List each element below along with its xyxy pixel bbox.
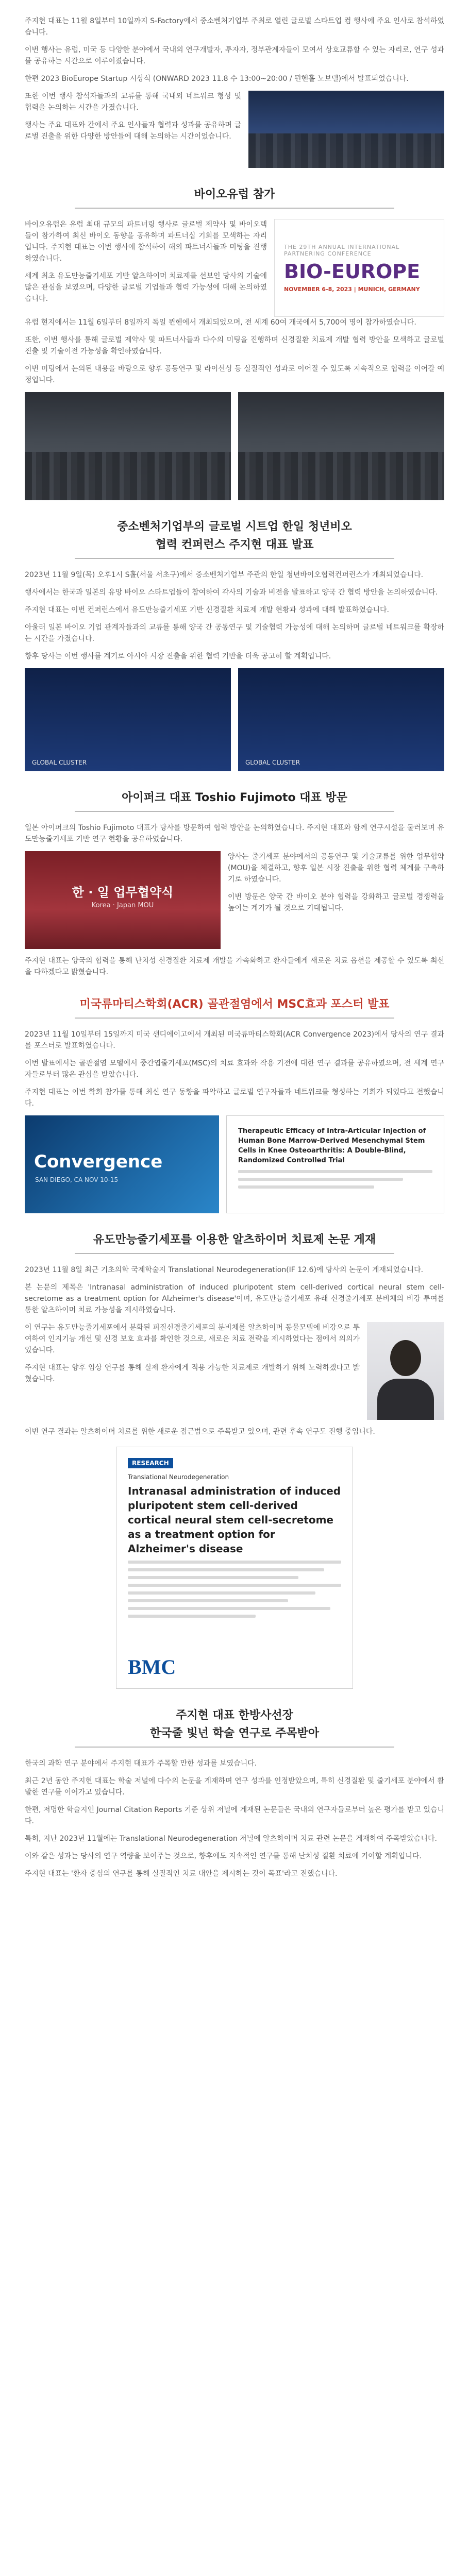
ipsc-paragraph-2: 본 논문의 제목은 'Intranasal administration of induced pluripotent stem cell-derived cortical neural stem cell-secretome as a treatment option for Alzheimer's disease'이며, 유도만능줄기세포 유래 신경줄기세포 분비체의 비강 투여를 통한 알츠하이머 치료 가능성을 제시하였습니다. (25, 1283, 444, 1314)
award-paragraph-4: 특히, 지난 2023년 11월에는 Translational Neurodegeneration 저널에 알츠하이머 치료 관련 논문을 게재하여 주목받았습니다. (25, 1835, 437, 1843)
intro-paragraph-5: 행사는 주요 대표와 간에서 주요 인사들과 협력과 성과를 공유하며 글로벌 진출을 위한 다양한 방안들에 대해 논의하는 시간이었습니다. (25, 121, 241, 141)
ipsc-title-rule (75, 1253, 394, 1254)
bioeurope-paragraph-4: 또한, 이번 행사를 통해 글로벌 제약사 및 파트너사들과 다수의 미팅을 진행하며 신경질환 치료제 개발 협력 방안을 모색하고 글로벌 진출 및 기술이전 가능성을 확인하였습니다. (25, 336, 444, 355)
bioeurope-photo-2 (238, 392, 444, 500)
acr-poster-preview (226, 1115, 444, 1213)
paper-journal: Translational Neurodegeneration (128, 1473, 229, 1481)
acr-paragraph-3: 주지현 대표는 이번 학회 참가를 통해 최신 연구 동향을 파악하고 글로벌 연구자들과 네트워크를 형성하는 기회가 되었다고 전했습니다. (25, 1088, 444, 1108)
intro-paragraph-4: 또한 이번 행사 참석자들과의 교류를 통해 국내외 네트워크 형성 및 협력을 논의하는 시간을 가졌습니다. (25, 92, 241, 112)
award-title: 주지현 대표 한방사선장 (176, 1709, 293, 1722)
forum-subtitle: 협력 컨퍼런스 주지현 대표 발표 (155, 538, 314, 551)
fujimoto-paragraph-4: 주지현 대표는 양국의 협력을 통해 난치성 신경질환 치료제 개발을 가속화하고 환자들에게 새로운 치료 옵션을 제공할 수 있도록 최선을 다하겠다고 밝혔습니다. (25, 957, 444, 976)
intro-section (0, 0, 469, 168)
forum-title: 중소벤처기업부의 글로벌 시트업 한일 청년비오 (117, 520, 352, 533)
acr-title-rule (75, 1018, 394, 1019)
acr-convergence-banner (25, 1115, 219, 1213)
acr-convergence-brand: Convergence (34, 1151, 163, 1172)
ipsc-section (0, 1231, 469, 1689)
award-paragraph-5: 이와 같은 성과는 당사의 연구 역량을 보여주는 것으로, 향후에도 지속적인 연구를 통해 난치성 질환 치료에 기여할 계획입니다. (25, 1852, 422, 1860)
fujimoto-paragraph-1: 일본 아이퍼크의 Toshio Fujimoto 대표가 당사를 방문하여 협력 방안을 논의하였습니다. 주지현 대표와 함께 연구시설을 둘러보며 유도만능줄기세포 기반 연구 현황을 공유하였습니다. (25, 824, 444, 843)
bioeurope-paragraph-1: 바이오유럽은 유럽 최대 규모의 파트너링 행사로 글로벌 제약사 및 바이오텍들이 참가하여 최신 바이오 동향을 공유하며 파트너십 기회를 모색하는 자리입니다. 주지현 대표는 이번 행사에 참석하여 해외 파트너사들과 미팅을 진행하였습니다. (25, 221, 267, 263)
ipsc-title: 유도만능줄기세포를 이용한 알츠하이머 치료제 논문 게재 (93, 1233, 376, 1246)
award-title-rule (75, 1747, 394, 1748)
fujimoto-section (0, 789, 469, 978)
mou-banner-photo (25, 851, 221, 949)
mou-banner-title: 한 · 일 업무협약식 (72, 885, 174, 900)
mou-banner-subtitle: Korea · Japan MOU (91, 902, 154, 909)
intro-photo (248, 91, 444, 168)
forum-photo-2 (238, 668, 444, 771)
award-paragraph-3: 한편, 저명한 학술지인 Journal Citation Reports 기준 상위 저널에 게재된 논문들은 국내외 연구자들로부터 높은 평가를 받고 있습니다. (25, 1806, 444, 1825)
acr-title: 미국류마티스학회(ACR) 골관절염에서 MSC효과 포스터 발표 (79, 998, 390, 1011)
paper-cover (116, 1447, 353, 1689)
bioeurope-title: 바이오유럽 참가 (194, 188, 275, 201)
intro-paragraph-1: 주지현 대표는 11월 8일부터 10일까지 S-Factory에서 중소벤처기업부 주최로 열린 글로벌 스타트업 컴 행사에 주요 인사로 참석하였습니다. (25, 17, 444, 37)
ipsc-paragraph-3: 이 연구는 유도만능줄기세포에서 분화된 피질신경줄기세포의 분비체를 알츠하이머 동물모델에 비강으로 투여하여 인지기능 개선 및 신경 보호 효과를 확인한 것으로, 새로운 치료 전략을 제시하였다는 점에서 의의가 있습니다. (25, 1324, 360, 1354)
forum-photo-1 (25, 668, 231, 771)
fujimoto-paragraph-3: 이번 방문은 양국 간 바이오 분야 협력을 강화하고 글로벌 경쟁력을 높이는 계기가 될 것으로 기대됩니다. (228, 893, 444, 912)
forum-paragraph-5: 향후 당사는 이번 행사를 계기로 아시아 시장 진출을 위한 협력 기반을 더욱 공고히 할 계획입니다. (25, 652, 331, 660)
portrait-body (377, 1379, 434, 1420)
award-section (0, 1706, 469, 1879)
paper-title: Intranasal administration of induced pluripotent stem cell-derived cortical neural stem cell-secretome as a treatment option for Alzheimer's disease (128, 1485, 341, 1555)
ipsc-paragraph-1: 2023년 11월 8일 최근 기초의학 국제학술지 Translational Neurodegeneration(IF 12.6)에 당사의 논문이 게재되었습니다. (25, 1266, 424, 1274)
award-subtitle: 한국줄 빛넌 학술 연구로 주목받아 (149, 1727, 320, 1740)
bioeurope-paragraph-2: 세계 최초 유도만능줄기세포 기반 알츠하이머 치료제를 선보인 당사의 기술에 많은 관심을 보였으며, 다양한 글로벌 기업들과 협력 가능성에 대해 논의하였습니다. (25, 272, 267, 303)
acr-section (0, 995, 469, 1213)
fujimoto-title: 아이퍼크 대표 Toshio Fujimoto 대표 방문 (122, 791, 347, 804)
publisher-logo: BMC (128, 1655, 176, 1679)
bioeurope-logo-brand: BIO-EUROPE (284, 260, 421, 283)
fujimoto-title-rule (75, 811, 394, 812)
forum-paragraph-3: 주지현 대표는 이번 컨퍼런스에서 유도만능줄기세포 기반 신경질환 치료제 개발 현황과 성과에 대해 발표하였습니다. (25, 606, 390, 614)
award-paragraph-6: 주지현 대표는 '환자 중심의 연구를 통해 실질적인 치료 대안을 제시하는 것이 목표'라고 전했습니다. (25, 1870, 338, 1878)
acr-convergence-subtitle: SAN DIEGO, CA NOV 10-15 (35, 1176, 119, 1183)
intro-paragraph-2: 이번 행사는 유럽, 미국 등 다양한 분야에서 국내외 연구개발자, 투자자, 정부관계자들이 모여서 상호교류할 수 있는 자리로, 연구 성과를 공유하는 시간으로 이루어졌습니다. (25, 46, 444, 65)
award-paragraph-2: 최근 2년 동안 주지현 대표는 학술 저널에 다수의 논문을 게재하며 연구 성과를 인정받았으며, 특히 신경질환 및 줄기세포 분야에서 활발한 연구를 이어가고 있습니다. (25, 1777, 444, 1797)
forum-section (0, 518, 469, 771)
bioeurope-logo (274, 219, 444, 317)
bioeurope-logo-tagline: THE 29TH ANNUAL INTERNATIONAL PARTNERING CONFERENCE (284, 243, 400, 257)
forum-title-rule (75, 558, 394, 559)
paper-text-lines (128, 1561, 341, 1618)
bioeurope-paragraph-3: 유럽 현지에서는 11월 6일부터 8일까지 독일 뮌헨에서 개최되었으며, 전 세계 60여 개국에서 5,700여 명이 참가하였습니다. (25, 318, 416, 327)
bioeurope-photo-1 (25, 392, 231, 500)
bioeurope-title-rule (75, 208, 394, 209)
forum-paragraph-4: 아울러 일본 바이오 기업 관계자들과의 교류를 통해 양국 간 공동연구 및 기술협력 가능성에 대해 논의하며 글로벌 네트워크를 확장하는 시간을 가졌습니다. (25, 623, 444, 643)
ipsc-paragraph-5: 이번 연구 결과는 알츠하이머 치료를 위한 새로운 접근법으로 주목받고 있으며, 관련 후속 연구도 진행 중입니다. (25, 1428, 375, 1436)
fujimoto-paragraph-2: 양사는 줄기세포 분야에서의 공동연구 및 기술교류를 위한 업무협약(MOU)을 체결하고, 향후 일본 시장 진출을 위한 협력 체계를 구축하기로 하였습니다. (228, 853, 444, 884)
forum-photo-1-caption: GLOBAL CLUSTER (32, 759, 87, 766)
intro-paragraph-3: 한편 2023 BioEurope Startup 시상식 (ONWARD 2023 11.8 수 13:00~20:00 / 뮌헨홀 노보텔)에서 발표되었습니다. (25, 75, 409, 83)
forum-paragraph-1: 2023년 11월 9일(목) 오후1시 S홀(서울 서초구)에서 중소벤처기업부 주관의 한일 청년바이오협력컨퍼런스가 개최되었습니다. (25, 571, 424, 579)
researcher-portrait (367, 1322, 444, 1420)
paper-label: RESEARCH (128, 1458, 173, 1468)
award-paragraph-1: 한국의 과학 연구 분야에서 주지현 대표가 주목할 만한 성과를 보였습니다. (25, 1759, 257, 1768)
portrait-head (390, 1340, 421, 1376)
bioeurope-logo-dates: NOVEMBER 6-8, 2023 | MUNICH, GERMANY (284, 285, 420, 293)
forum-paragraph-2: 행사에서는 한국과 일본의 유망 바이오 스타트업들이 참여하여 각사의 기술과 비전을 발표하고 양국 간 협력 방안을 논의하였습니다. (25, 588, 438, 597)
acr-poster-title: Therapeutic Efficacy of Intra-Articular Injection of Human Bone Marrow-Derived Mesenchymal Stem Cells in Knee Osteoarthritis: A Double-Blind, Randomized Controlled Trial (238, 1127, 426, 1164)
acr-paragraph-1: 2023년 11월 10일부터 15일까지 미국 샌디에이고에서 개최된 미국류마티스학회(ACR Convergence 2023)에서 당사의 연구 결과를 포스터로 발표하였습니다. (25, 1030, 444, 1050)
bioeurope-paragraph-5: 이번 미팅에서 논의된 내용을 바탕으로 향후 공동연구 및 라이선싱 등 실질적인 성과로 이어질 수 있도록 지속적으로 협력을 이어갈 예정입니다. (25, 365, 444, 384)
bioeurope-section (0, 185, 469, 500)
acr-paragraph-2: 이번 발표에서는 골관절염 모델에서 중간엽줄기세포(MSC)의 치료 효과와 작용 기전에 대한 연구 결과를 공유하였으며, 전 세계 연구자들로부터 많은 관심을 받았습니다. (25, 1059, 444, 1079)
forum-photo-2-caption: GLOBAL CLUSTER (245, 759, 300, 766)
acr-poster-text-lines (238, 1170, 432, 1189)
ipsc-paragraph-4: 주지현 대표는 향후 임상 연구를 통해 실제 환자에게 적용 가능한 치료제로 개발하기 위해 노력하겠다고 밝혔습니다. (25, 1364, 360, 1383)
